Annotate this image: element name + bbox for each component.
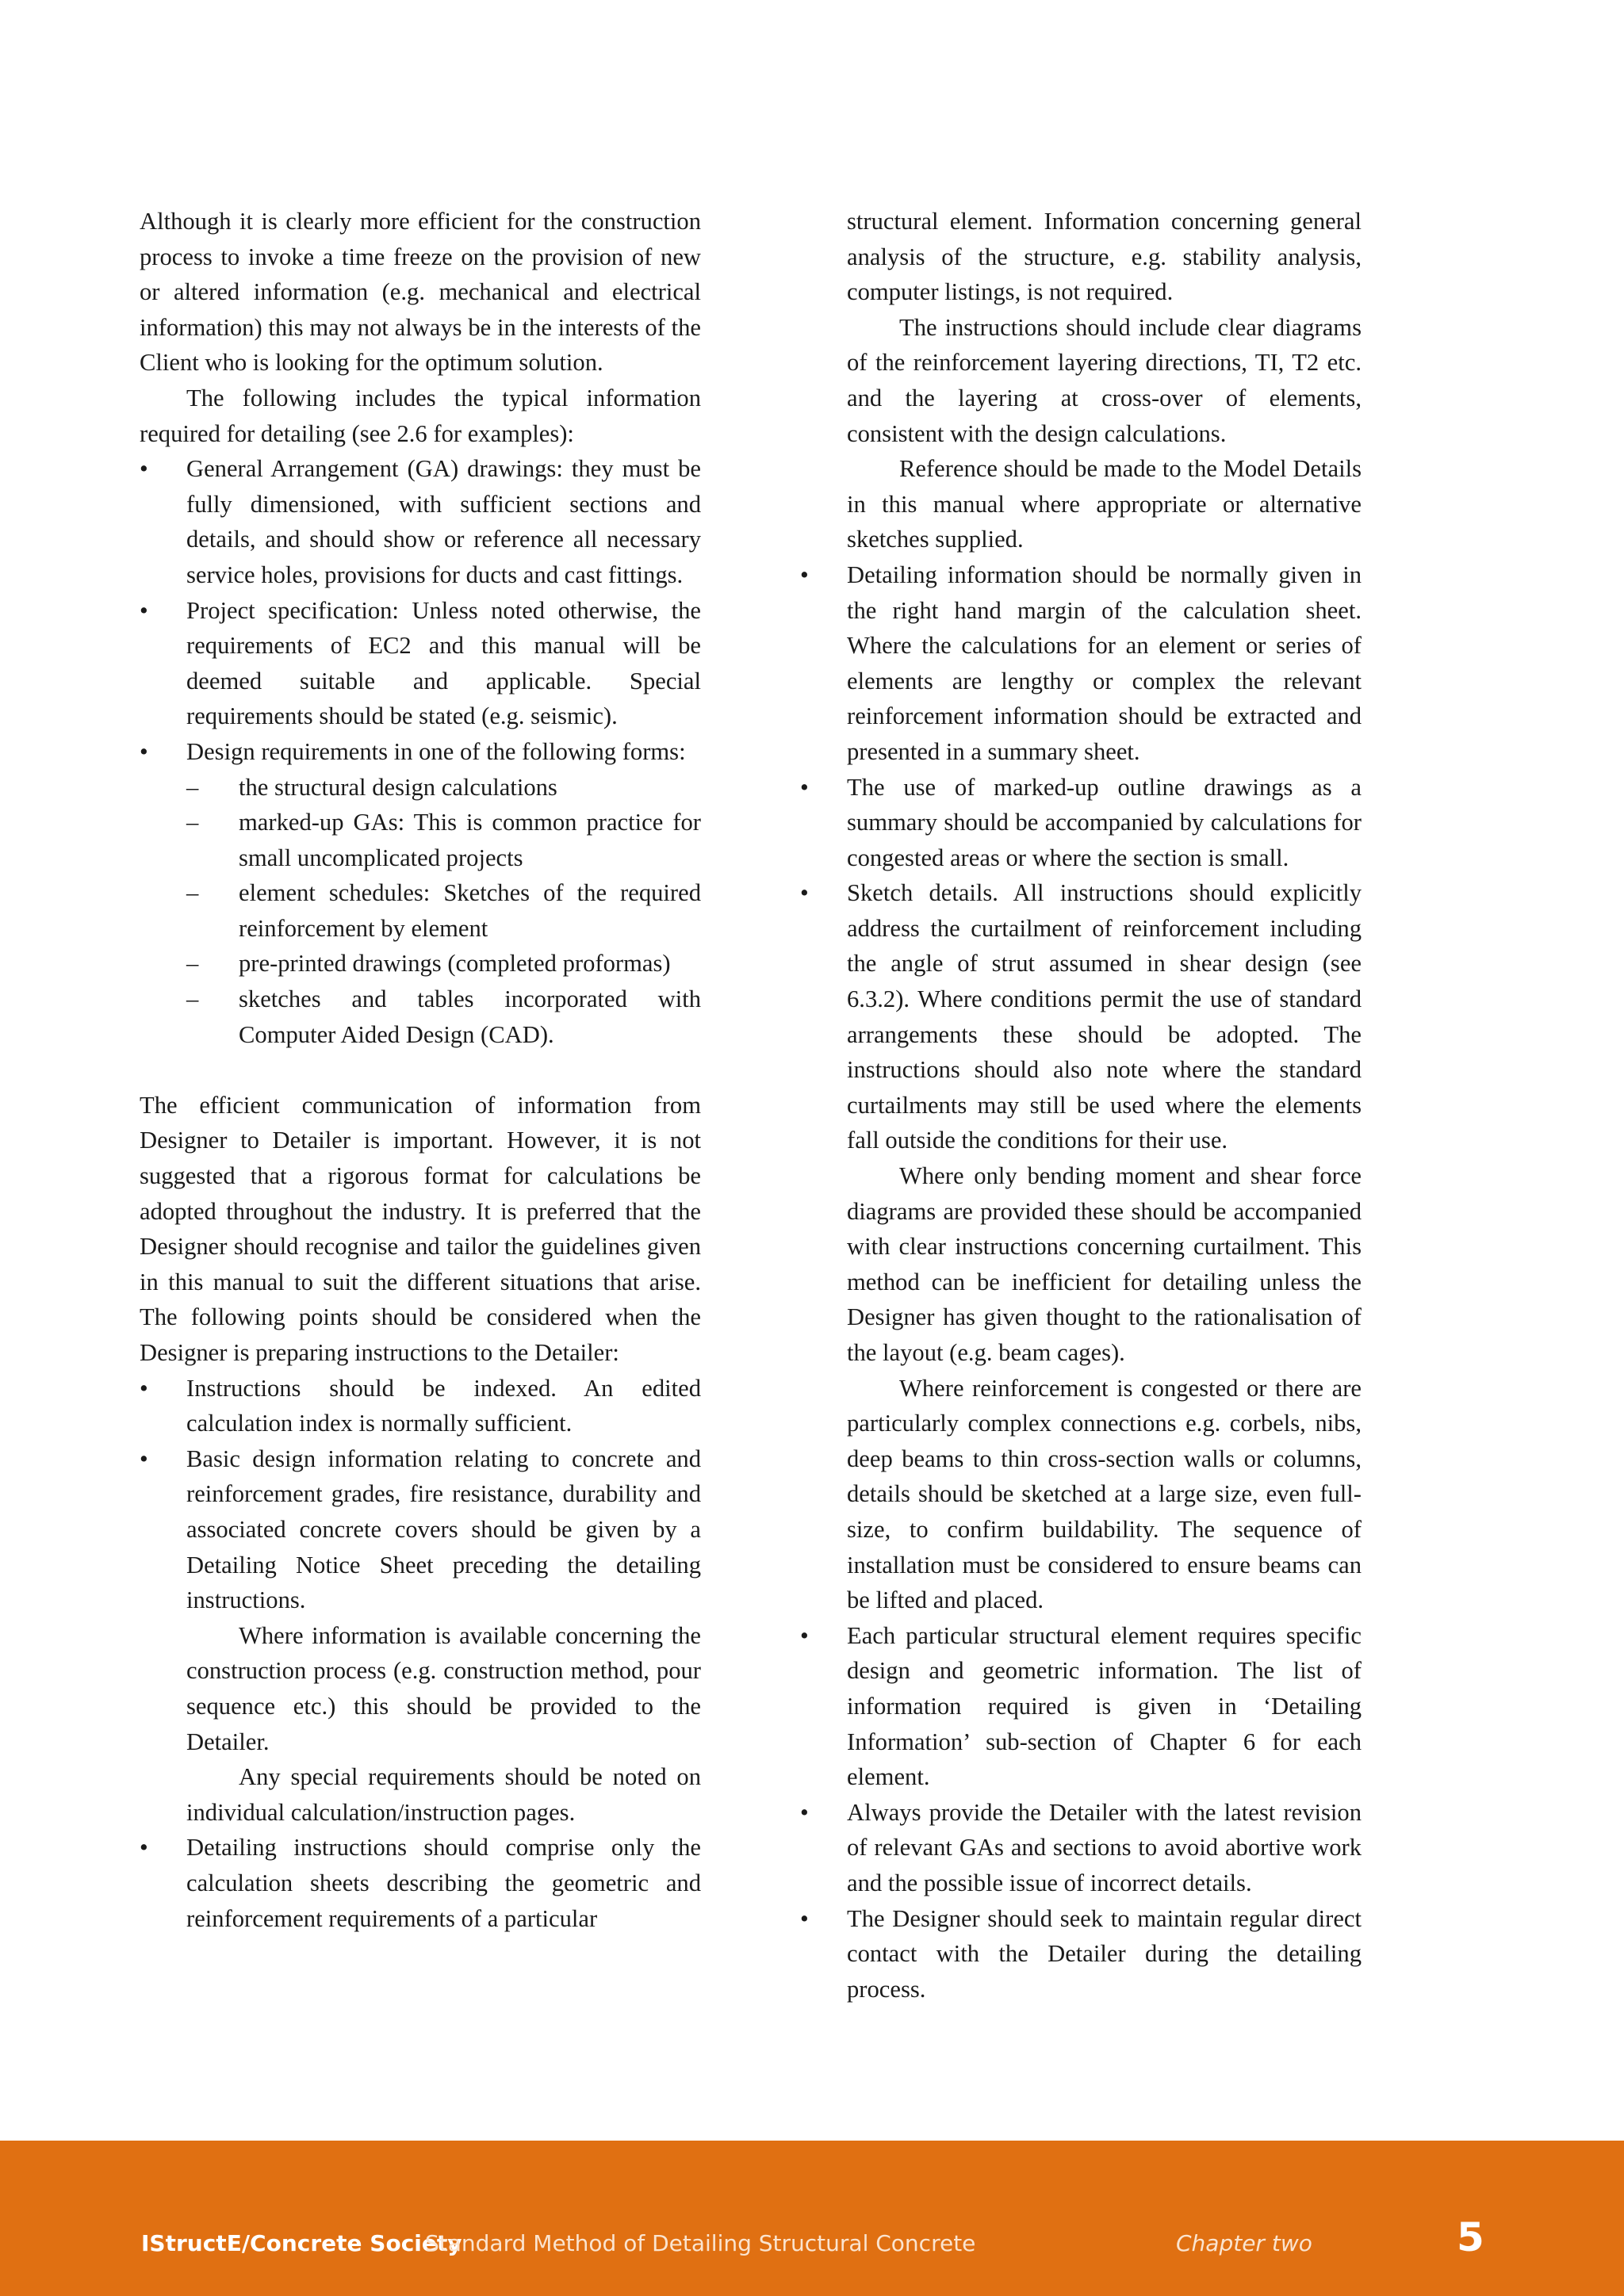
- footer-society: IStructE/Concrete Society: [141, 2230, 462, 2256]
- left-column: [140, 204, 701, 1936]
- list-item-direct-contact: • The Designer should seek to maintain regular direct contact with the Detailer during the detailing process.: [800, 1901, 1362, 2007]
- form-item: – marked-up GAs: This is common practice for small uncomplicated projects: [186, 805, 701, 875]
- design-requirements-text: Design requirements in one of the following forms:: [186, 737, 686, 765]
- list-item-detailing-instructions: • Detailing instructions should comprise only the calculation sheets describing the geometric and reinforcement requirements of a particular: [140, 1830, 701, 1936]
- design-forms-list: [186, 770, 701, 1053]
- list-item-structural-element: • Each particular structural element requires specific design and geometric information. The list of information required is given in ‘Detailing Information’ sub-section of Chapter 6 for each element.: [800, 1618, 1362, 1795]
- model-details-text: Reference should be made to the Model Details in this manual where appropriate or alternative sketches supplied.: [847, 455, 1362, 553]
- page-footer: [0, 2141, 1624, 2296]
- instructions-text: The instructions should include clear diagrams of the reinforcement layering directions, TI, T2 etc. and the layering at cross-over of elements, consistent with the design calculations.: [847, 313, 1362, 447]
- typical-info-list: [140, 451, 701, 1052]
- right-points-list: [800, 557, 1362, 2007]
- list-item-latest-revision: • Always provide the Detailer with the latest revision of relevant GAs and sections to avoid abortive work and the possible issue of incorrect details.: [800, 1795, 1362, 1901]
- continued-item: [800, 204, 1362, 557]
- form-item: – the structural design calculations: [186, 770, 701, 806]
- intro-paragraph: Although it is clearly more efficient for the construction process to invoke a time freeze on the provision of new or altered information (e.g. mechanical and electrical information) this may not always be in the interests of the Client who is looking for the optimum solution.: [140, 208, 701, 377]
- designer-points-list: [140, 1371, 701, 1937]
- footer-chapter: Chapter two: [1176, 2230, 1312, 2256]
- construction-process-text: Where information is available concerning the construction process (e.g. construction method, pour sequence etc.) this should be provided to the Detailer.: [186, 1621, 701, 1755]
- list-item-marked-up-drawings: • The use of marked-up outline drawings as a summary should be accompanied by calculations for congested areas or where the section is small.: [800, 770, 1362, 876]
- list-item-ga-drawings: • General Arrangement (GA) drawings: they must be fully dimensioned, with sufficient sections and details, and should show or reference all necessary service holes, provisions for ducts and cast fittings.: [140, 451, 701, 592]
- congested-reinforcement-text: Where reinforcement is congested or there are particularly complex connections e.g. corbels, nibs, deep beams to thin cross-section walls or columns, details should be sketched at a large size, even full-size, to confirm buildability. The sequence of installation must be considered to ensure beams can be lifted and placed.: [847, 1374, 1362, 1614]
- list-item-sketch-details: [800, 875, 1362, 1617]
- list-item-detailing-information: • Detailing information should be normally given in the right hand margin of the calculation sheet. Where the calculations for an element or series of elements are lengthy or complex the relevant reinforcement information should be extracted and presented in a summary sheet.: [800, 557, 1362, 770]
- form-item: – element schedules: Sketches of the required reinforcement by element: [186, 875, 701, 946]
- typical-info-paragraph: The following includes the typical information required for detailing (see 2.6 for examples):: [140, 384, 701, 447]
- list-item-basic-design-info: [140, 1441, 701, 1831]
- right-column: [800, 204, 1362, 2007]
- basic-design-info-text: • Basic design information relating to concrete and reinforcement grades, fire resistance, durability and associated concrete covers should be given by a Detailing Notice Sheet preceding the detailing instructions.: [186, 1445, 701, 1614]
- paragraph-gap: [140, 1052, 701, 1088]
- sketch-details-text: • Sketch details. All instructions should explicitly address the curtailment of reinforcement including the angle of strut assumed in shear design (see 6.3.2). Where conditions permit the use of standard arrangements these should be adopted. The instructions should also note where the standard curtailments may still be used where the elements fall outside the conditions for their use.: [847, 879, 1362, 1154]
- communication-paragraph: The efficient communication of information from Designer to Detailer is important. However, it is not suggested that a rigorous format for calculations be adopted throughout the industry. It is preferred that the Designer should recognise and tailor the guidelines given in this manual to suit the different situations that arise. The following points should be considered when the Designer is preparing instructions to the Detailer:: [140, 1091, 701, 1366]
- page-number: 5: [1457, 2214, 1484, 2260]
- footer-book-title: Standard Method of Detailing Structural Concrete: [425, 2230, 976, 2256]
- list-item-project-specification: • Project specification: Unless noted otherwise, the requirements of EC2 and this manual will be deemed suitable and applicable. Special requirements should be stated (e.g. seismic).: [140, 593, 701, 734]
- form-item: – pre-printed drawings (completed proformas): [186, 946, 701, 982]
- list-item-design-requirements: [140, 734, 701, 1052]
- bending-moment-text: Where only bending moment and shear force diagrams are provided these should be accompanied with clear instructions concerning curtailment. This method can be inefficient for detailing unless the Designer has given thought to the rationalisation of the layout (e.g. beam cages).: [847, 1162, 1362, 1366]
- form-item: – sketches and tables incorporated with Computer Aided Design (CAD).: [186, 982, 701, 1052]
- list-item-indexed: • Instructions should be indexed. An edited calculation index is normally sufficient.: [140, 1371, 701, 1441]
- continued-text: structural element. Information concerning general analysis of the structure, e.g. stability analysis, computer listings, is not required.: [847, 208, 1362, 306]
- special-requirements-text: Any special requirements should be noted on individual calculation/instruction pages.: [186, 1763, 701, 1826]
